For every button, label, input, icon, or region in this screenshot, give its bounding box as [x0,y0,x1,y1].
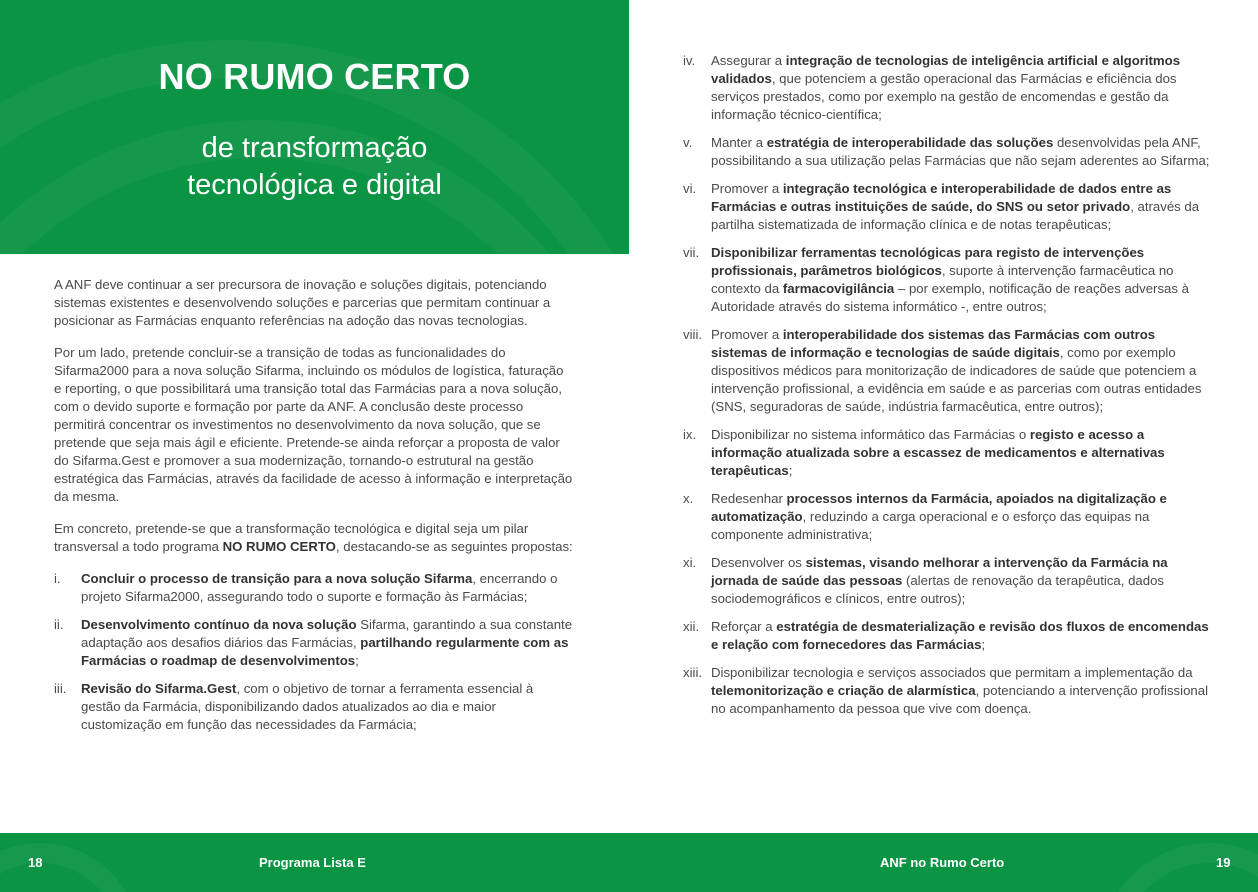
text-run: , suporte à intervenção farmacêutica no contexto da [711,263,1174,296]
text-run: Em concreto, pretende-se que a transformação tecnológica e digital seja um pilar transversal a todo programa [54,521,529,554]
list-item-text [683,426,1213,480]
list-item [683,326,1213,416]
text-run: Redesenhar [711,491,787,506]
list-item-text [54,680,574,734]
left-column [54,276,574,744]
text-run: , como por exemplo dispositivos médicos para monitorização de indicadores de saúde que potenciem a intervenção profissional, a evidência em saúde e as parcerias com outras entidades (SNS, seguradoras de saúde, indústria farmacêutica, entre outros); [711,345,1202,414]
text-run: Desenvolver os [711,555,806,570]
text-run: Disponibilizar tecnologia e serviços associados que permitam a implementação da [711,665,1193,680]
bold-run: registo e acesso a informação atualizada sobre a escassez de medicamentos e alternativas terapêuticas [711,427,1165,478]
proposals-paragraph [54,520,574,556]
bold-run: integração tecnológica e interoperabilidade de dados entre as Farmácias e outras instituições de saúde, do SNS ou setor privado [711,181,1172,214]
list-item-number: x. [683,491,694,506]
bold-run: processos internos da Farmácia, apoiados na digitalização e automatização [711,491,1167,524]
list-item-number: xiii. [683,665,703,680]
footer-decorative-arc [0,843,140,892]
list-item [54,570,574,606]
text-run: Sifarma, garantindo a sua constante adaptação aos desafios diários das Farmácias, [81,617,573,650]
bold-run: telemonitorização e criação de alarmística [711,683,976,698]
text-run: Disponibilizar no sistema informático das Farmácias o [711,427,1030,442]
page-title: NO RUMO CERTO [158,56,471,97]
text-run: , com o objetivo de tornar a ferramenta essencial à gestão da Farmácia, disponibilizando dados atualizados ao dia e maior customização em função das necessidades da Farmácia; [81,681,534,732]
bold-run: Revisão do Sifarma.Gest [81,681,237,696]
list-item-text [54,570,574,606]
text-run: Promover a [711,181,783,196]
list-item-text [683,490,1213,544]
list-item-text [683,180,1213,234]
list-item-text [683,618,1213,654]
text-run: Reforçar a [711,619,777,634]
bold-run: interoperabilidade dos sistemas das Farmácias com outros sistemas de informação e tecnologias de saúde digitais [711,327,1156,360]
list-item [54,680,574,734]
list-item [683,134,1213,170]
list-item [54,616,574,670]
text-run: ; [355,653,359,668]
footer-title-left: Programa Lista E [259,855,366,870]
page-number-right: 19 [1216,855,1231,870]
intro-paragraph: A ANF deve continuar a ser precursora de inovação e soluções digitais, potenciando sistemas existentes e desenvolvendo soluções e parcerias que permitam continuar a posicionar as Farmácias enquanto referências na adoção das novas tecnologias. [54,277,551,328]
list-item [683,490,1213,544]
list-item [683,244,1213,316]
list-item [683,554,1213,608]
text-run: , reduzindo a carga operacional e o esforço das equipas na componente administrativa; [711,509,1150,542]
page-subtitle [0,130,629,204]
list-item-number: ii. [54,617,64,632]
text-run: Promover a [711,327,783,342]
text-run: , que potenciem a gestão operacional das Farmácias e eficiência dos serviços prestados, como por exemplo na gestão de encomendas e gestão da informação técnico-científica; [711,71,1177,122]
text-run: – por exemplo, notificação de reações adversas à Autoridade através do sistema informático -, entre outros; [711,281,1189,314]
list-item-text [683,326,1213,416]
list-item [683,180,1213,234]
list-item-number: i. [54,571,61,586]
text-run: Manter a [711,135,767,150]
text-run: (alertas de renovação da terapêutica, dados sociodemográficos e clínicos, entre outros); [711,573,1165,606]
bold-run: Concluir o processo de transição para a nova solução Sifarma [81,571,473,586]
list-item-text [683,664,1213,718]
bold-run: Desenvolvimento contínuo da nova solução [81,617,357,632]
hero-banner [0,0,629,254]
list-item-text [683,244,1213,316]
list-item [683,426,1213,480]
footer-decorative-arc [1100,843,1258,892]
list-item-number: viii. [683,327,703,342]
list-item [683,664,1213,718]
list-item [683,618,1213,654]
bold-run: farmacovigilância [782,281,895,296]
subtitle-line: de transformação [201,132,428,164]
list-item-number: vi. [683,181,697,196]
bold-run: partilhando regularmente com as Farmácias o roadmap de desenvolvimentos [81,635,569,668]
list-item-number: xi. [683,555,697,570]
bold-run: integração de tecnologias de inteligência artificial e algoritmos validados [711,53,1181,86]
program-name: NO RUMO CERTO [222,539,336,554]
text-run: , destacando-se as seguintes propostas: [335,539,573,554]
list-item-text [683,134,1213,170]
bold-run: estratégia de interoperabilidade das soluções [766,135,1054,150]
text-run: desenvolvidas pela ANF, possibilitando a sua utilização pelas Farmácias que não sejam aderentes ao Sifarma; [711,135,1210,168]
list-item-text [54,616,574,670]
list-item-number: xii. [683,619,700,634]
subtitle-line: tecnológica e digital [187,169,442,201]
list-item-number: iii. [54,681,67,696]
list-item-number: iv. [683,53,696,68]
text-run: ; [981,637,986,652]
list-item-number: vii. [683,245,700,260]
list-item-text [683,52,1213,124]
text-run: ; [788,463,793,478]
text-run: , encerrando o projeto Sifarma2000, assegurando todo o suporte e formação às Farmácias; [81,571,558,604]
right-column [683,52,1213,728]
footer-bar [0,833,1258,892]
text-run: , potenciando a intervenção profissional no acompanhamento da pessoa que vive com doença. [711,683,1209,716]
page-number-left: 18 [28,855,43,870]
text-run: Assegurar a [711,53,786,68]
footer-title-right: ANF no Rumo Certo [880,855,1005,870]
list-item-number: ix. [683,427,697,442]
transition-paragraph: Por um lado, pretende concluir-se a transição de todas as funcionalidades do Sifarma2000 para a nova solução Sifarma, incluindo os módulos de logística, faturação e reporting, o que possibilitará uma transição total das Farmácias para a nova solução, com o devido suporte e formação por parte da ANF. A conclusão deste processo permitirá concentrar os investimentos no desenvolvimento da nova solução, que se pretende que seja mais ágil e eficiente. Pretende-se ainda reforçar a proposta de valor do Sifarma.Gest e promover a sua modernização, tornando-o estrutural na gestão estratégica das Farmácias, através da facilidade de acesso à informação e interpretação da mesma. [54,345,573,504]
bold-run: estratégia de desmaterialização e revisão dos fluxos de encomendas e relação com fornecedores das Farmácias [711,619,1209,652]
list-item-text [683,554,1213,608]
list-item-number: v. [683,135,693,150]
list-item [683,52,1213,124]
text-run: , através da partilha sistematizada de informação clínica e de notas terapêuticas; [711,199,1200,232]
bold-run: sistemas, visando melhorar a intervenção da Farmácia na jornada de saúde das pessoas [711,555,1168,588]
bold-run: Disponibilizar ferramentas tecnológicas para registo de intervenções profissionais, parâmetros biológicos [711,245,1145,278]
